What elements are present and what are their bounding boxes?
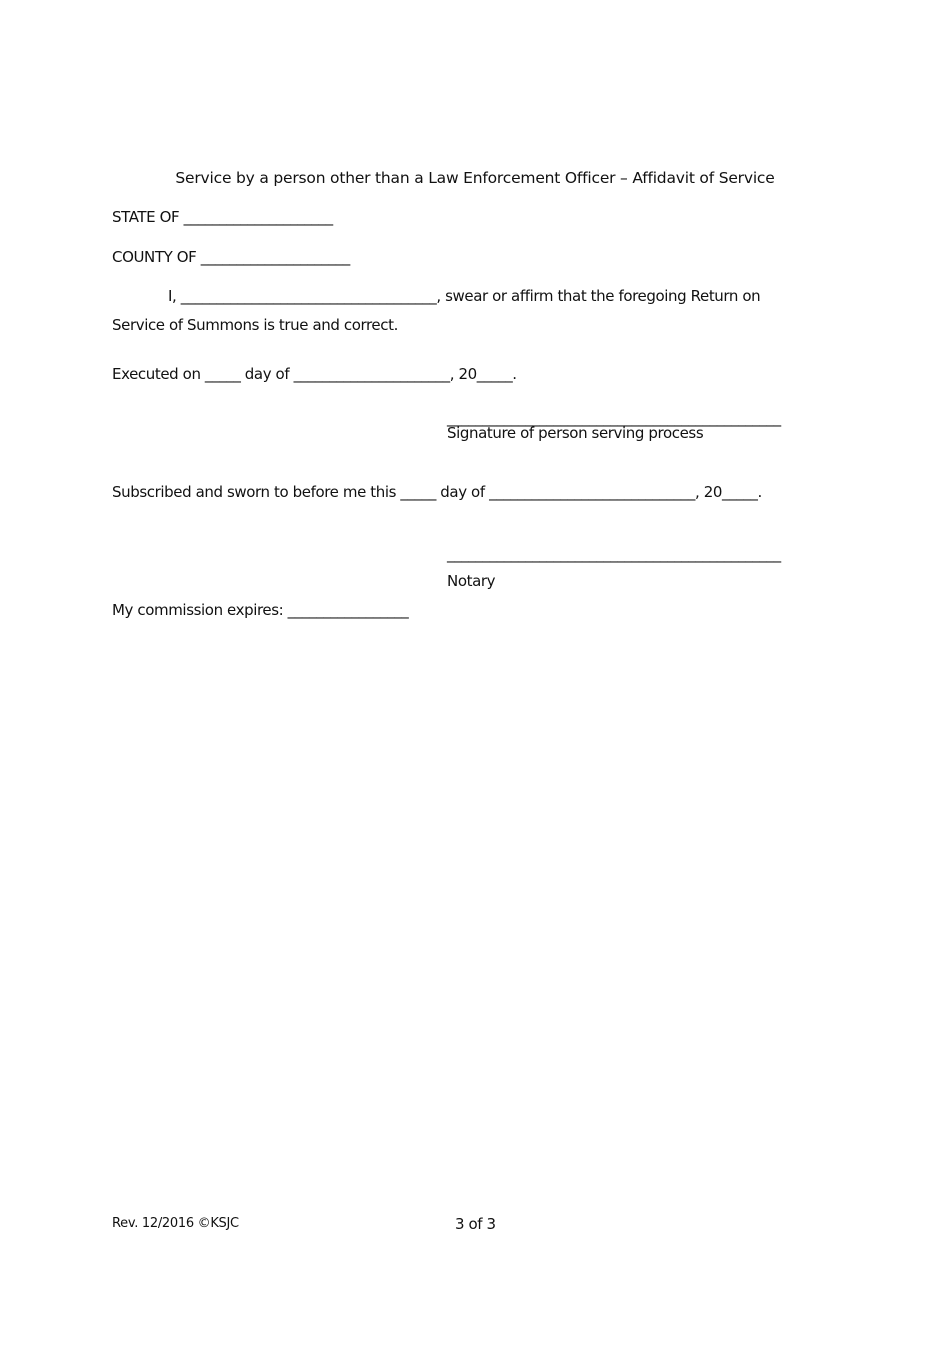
document-title: Service by a person other than a Law Enforcement Officer – Affidavit of Service (175, 169, 775, 187)
county-field: COUNTY OF _____________________ (112, 248, 350, 266)
commission-expires-line: My commission expires: _________________ (112, 601, 409, 619)
server-signature-label: Signature of person serving process (447, 424, 704, 442)
page-number: 3 of 3 (455, 1215, 496, 1233)
affirmation-line-1: I, ____________________________________, swear or affirm that the foregoing Return on (168, 287, 761, 305)
notary-label: Notary (447, 572, 496, 590)
server-signature-line: _______________________________________________ (447, 409, 781, 427)
revision-footer: Rev. 12/2016 ©KSJC (112, 1216, 239, 1231)
subscribed-sworn-line: Subscribed and sworn to before me this _____ day of _____________________________, 20_____. (112, 483, 762, 501)
executed-date-line: Executed on _____ day of ______________________, 20_____. (112, 365, 517, 383)
state-field: STATE OF _____________________ (112, 208, 333, 226)
notary-signature-line: _______________________________________________ (447, 545, 781, 563)
affirmation-line-2: Service of Summons is true and correct. (112, 316, 398, 334)
